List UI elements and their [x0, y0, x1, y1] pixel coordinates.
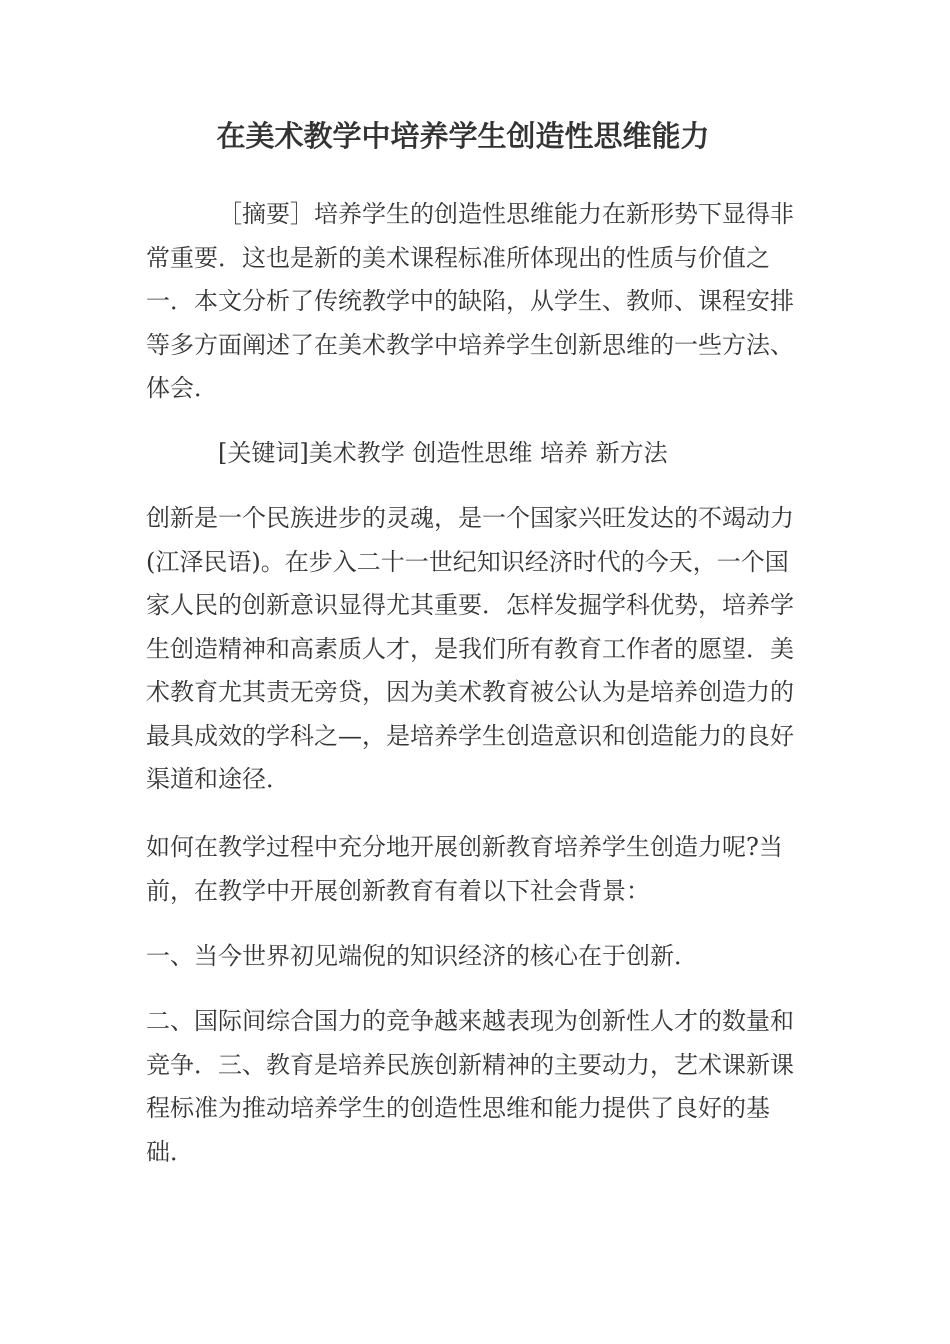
- keywords-line: [关键词]美术教学 创造性思维 培养 新方法: [218, 439, 668, 467]
- body-paragraph-4: 二、国际间综合国力的竞争越来越表现为创新性人才的数量和竞争．三、教育是培养民族创新精神的主要动力，艺术课新课程标准为推动培养学生的创造性思维和能力提供了良好的基础．: [146, 1007, 794, 1166]
- body-paragraph-3: 一、当今世界初见端倪的知识经济的核心在于创新．: [146, 942, 698, 970]
- abstract-paragraph: ［摘要］培养学生的创造性思维能力在新形势下显得非常重要．这也是新的美术课程标准所体现出的性质与价值之一．本文分析了传统教学中的缺陷，从学生、教师、课程安排等多方面阐述了在美术教学中培养学生创新思维的一些方法、体会．: [146, 200, 794, 402]
- body-paragraph-1: 创新是一个民族进步的灵魂，是一个国家兴旺发达的不竭动力(江泽民语)。在步入二十一世纪知识经济时代的今天，一个国家人民的创新意识显得尤其重要．怎样发掘学科优势，培养学生创造精神和高素质人才，是我们所有教育工作者的愿望．美术教育尤其责无旁贷，因为美术教育被公认为是培养创造力的最具成效的学科之—，是培养学生创造意识和创造能力的良好渠道和途径．: [146, 504, 794, 793]
- body-paragraph-2: 如何在教学过程中充分地开展创新教育培养学生创造力呢?当前，在教学中开展创新教育有着以下社会背景：: [146, 833, 783, 905]
- document-title: 在美术教学中培养学生创造性思维能力: [216, 119, 710, 153]
